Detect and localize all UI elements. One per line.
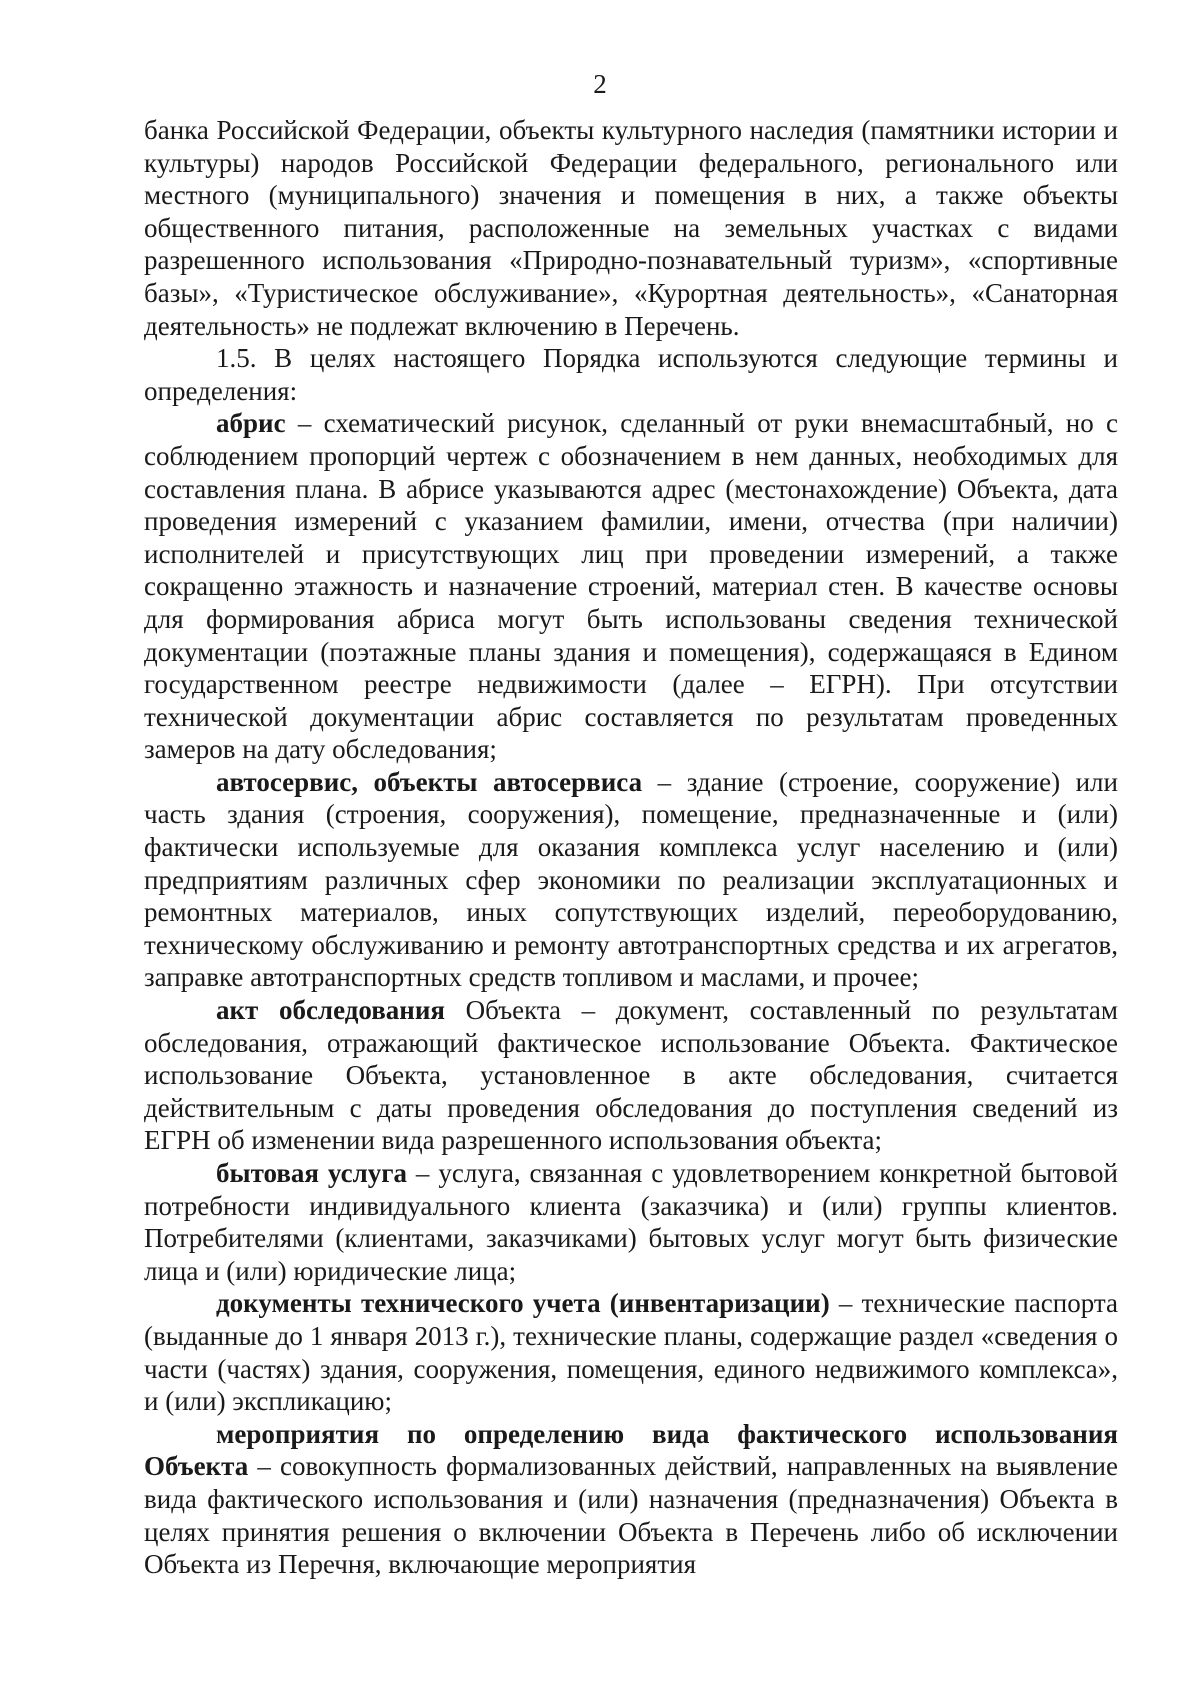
paragraph-text: 1.5. В целях настоящего Порядка используются следующие термины и определения: — [144, 343, 1118, 406]
definition-term: бытовая услуга — [216, 1158, 407, 1188]
definition-term: абрис — [216, 408, 286, 439]
definition-text: Объекта – документ, составленный по результатам обследования, отражающий фактическое использование Объекта. Фактическое использование Объекта, установленное в акте обследования, считается действительным с даты проведения обследования до поступления сведений из ЕГРН об изменении вида разрешенного использования объекта; — [144, 995, 1118, 1156]
page-number: 2 — [593, 69, 607, 99]
definition-text: – услуга, связанная с удовлетворением конкретной бытовой потребности индивидуального клиента (заказчика) и (или) группы клиентов. Потребителями (клиентами, заказчиками) бытовых услуг могут быть физические лица и (или) юридические лица; — [144, 1158, 1118, 1286]
paragraph-exclusions — [144, 114, 1118, 342]
paragraph-text: банка Российской Федерации, объекты культурного наследия (памятники истории и культуры) народов Российской Федерации федерального, регионального или местного (муниципального) значения и помещения в них, а также объекты общественного питания, расположенные на земельных участках с видами разрешенного использования «Природно-познавательный туризм», «спортивные базы», «Туристическое обслуживание», «Курортная деятельность», «Санаторная деятельность» не подлежат включению в Перечень. — [144, 115, 1118, 341]
definition-text: – совокупность формализованных действий, направленных на выявление вида фактического использования и (или) назначения (предназначения) Объекта в целях принятия решения о включении Объекта в Перечень либо об исключении Объекта из Перечня, включающие мероприятия — [144, 1451, 1118, 1580]
definition-abris — [144, 407, 1118, 766]
definition-text: – здание (строение, сооружение) или часть здания (строения, сооружения), помещение, предназначенные и (или) фактически используемые для оказания комплекса услуг населению и (или) предприятиям различных сфер экономики по реализации эксплуатационных и ремонтных материалов, иных сопутствующих изделий, переоборудованию, техническому обслуживанию и ремонту автотранспортных средства и их агрегатов, заправке автотранспортных средств топливом и маслами, и прочее; — [144, 766, 1118, 993]
definition-term: акт обследования — [216, 995, 446, 1026]
definition-inspection-act — [144, 994, 1118, 1157]
definition-usage-measures — [144, 1418, 1118, 1581]
definition-text: – схематический рисунок, сделанный от руки внемасштабный, но с соблюдением пропорций чертеж с обозначением в нем данных, необходимых для составления плана. В абрисе указываются адрес (местонахождение) Объекта, дата проведения измерений с указанием фамилии, имени, отчества (при наличии) исполнителей и присутствующих лиц при проведении измерений, а также сокращенно этажность и назначение строений, материал стен. В качестве основы для формирования абриса могут быть использованы сведения технической документации (поэтажные планы здания и помещения), содержащаяся в Едином государственном реестре недвижимости (далее – ЕГРН). При отсутствии технической документации абрис составляется по результатам проведенных замеров на дату обследования; — [144, 408, 1118, 765]
definition-term: мероприятия по определению вида фактического использования Объекта — [144, 1418, 1118, 1482]
document-body — [144, 114, 1118, 1581]
definition-term: автосервис, объекты автосервиса — [216, 766, 643, 797]
definition-text: – технические паспорта (выданные до 1 января 2013 г.), технические планы, содержащие раздел «сведения о части (частях) здания, сооружения, помещения, единого недвижимого комплекса», и (или) экспликацию; — [144, 1288, 1119, 1417]
definition-term: документы технического учета (инвентаризации) — [216, 1288, 830, 1319]
definition-autoservice — [144, 766, 1118, 994]
definition-household-service — [144, 1157, 1118, 1287]
definition-technical-records — [144, 1287, 1118, 1417]
paragraph-terms-intro — [144, 342, 1118, 407]
